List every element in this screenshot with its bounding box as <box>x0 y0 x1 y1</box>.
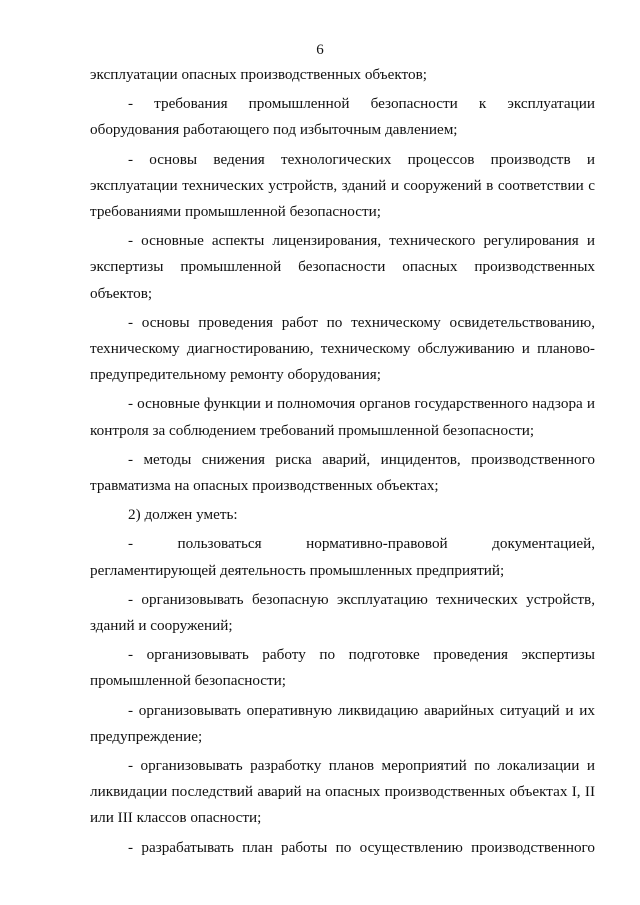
list-item-requirements-pressure-equipment: - требования промышленной безопасности к эксплуатации оборудования работающего под избыточным давлением; <box>90 95 595 139</box>
list-item-technical-inspection: - основы проведения работ по техническому освидетельствованию, техническому диагностированию, техническому обслуживанию и планово-предупредительному ремонту оборудования; <box>90 313 595 384</box>
list-item-use-regulatory-docs: - пользоваться нормативно-правовой документацией, регламентирующей деятельность промышленных предприятий; <box>90 535 595 579</box>
list-item-licensing-aspects: - основные аспекты лицензирования, технического регулирования и экспертизы промышленной безопасности опасных производственных объектов; <box>90 232 595 302</box>
list-item-work-plan: - разрабатывать план работы по осуществлению производственного <box>128 838 595 856</box>
list-item-expertise-preparation: - организовывать работу по подготовке проведения экспертизы промышленной безопасности; <box>90 646 595 690</box>
list-item-accident-localization-plans: - организовывать разработку планов мероприятий по локализации и ликвидации последствий аварий на опасных производственных объектах I, II или III классов опасности; <box>90 757 595 827</box>
list-item-safe-operation: - организовывать безопасную эксплуатацию технических устройств, зданий и сооружений; <box>90 590 595 635</box>
list-item-risk-reduction-methods: - методы снижения риска аварий, инцидентов, производственного травматизма на опасных производственных объектах; <box>90 450 595 495</box>
list-item-technological-processes: - основы ведения технологических процессов производств и эксплуатации технических устройств, зданий и сооружений в соответствии с требованиями промышленной безопасности; <box>90 150 595 221</box>
document-body <box>90 62 595 864</box>
page-number: 6 <box>316 42 324 58</box>
section-heading-must-be-able: 2) должен уметь: <box>128 506 238 524</box>
list-item-supervision-functions: - основные функции и полномочия органов государственного надзора и контроля за соблюдением требований промышленной безопасности; <box>90 395 595 439</box>
list-item-emergency-liquidation: - организовывать оперативную ликвидацию аварийных ситуаций и их предупреждение; <box>90 701 595 745</box>
paragraph-continuation: эксплуатации опасных производственных объектов; <box>90 66 427 83</box>
